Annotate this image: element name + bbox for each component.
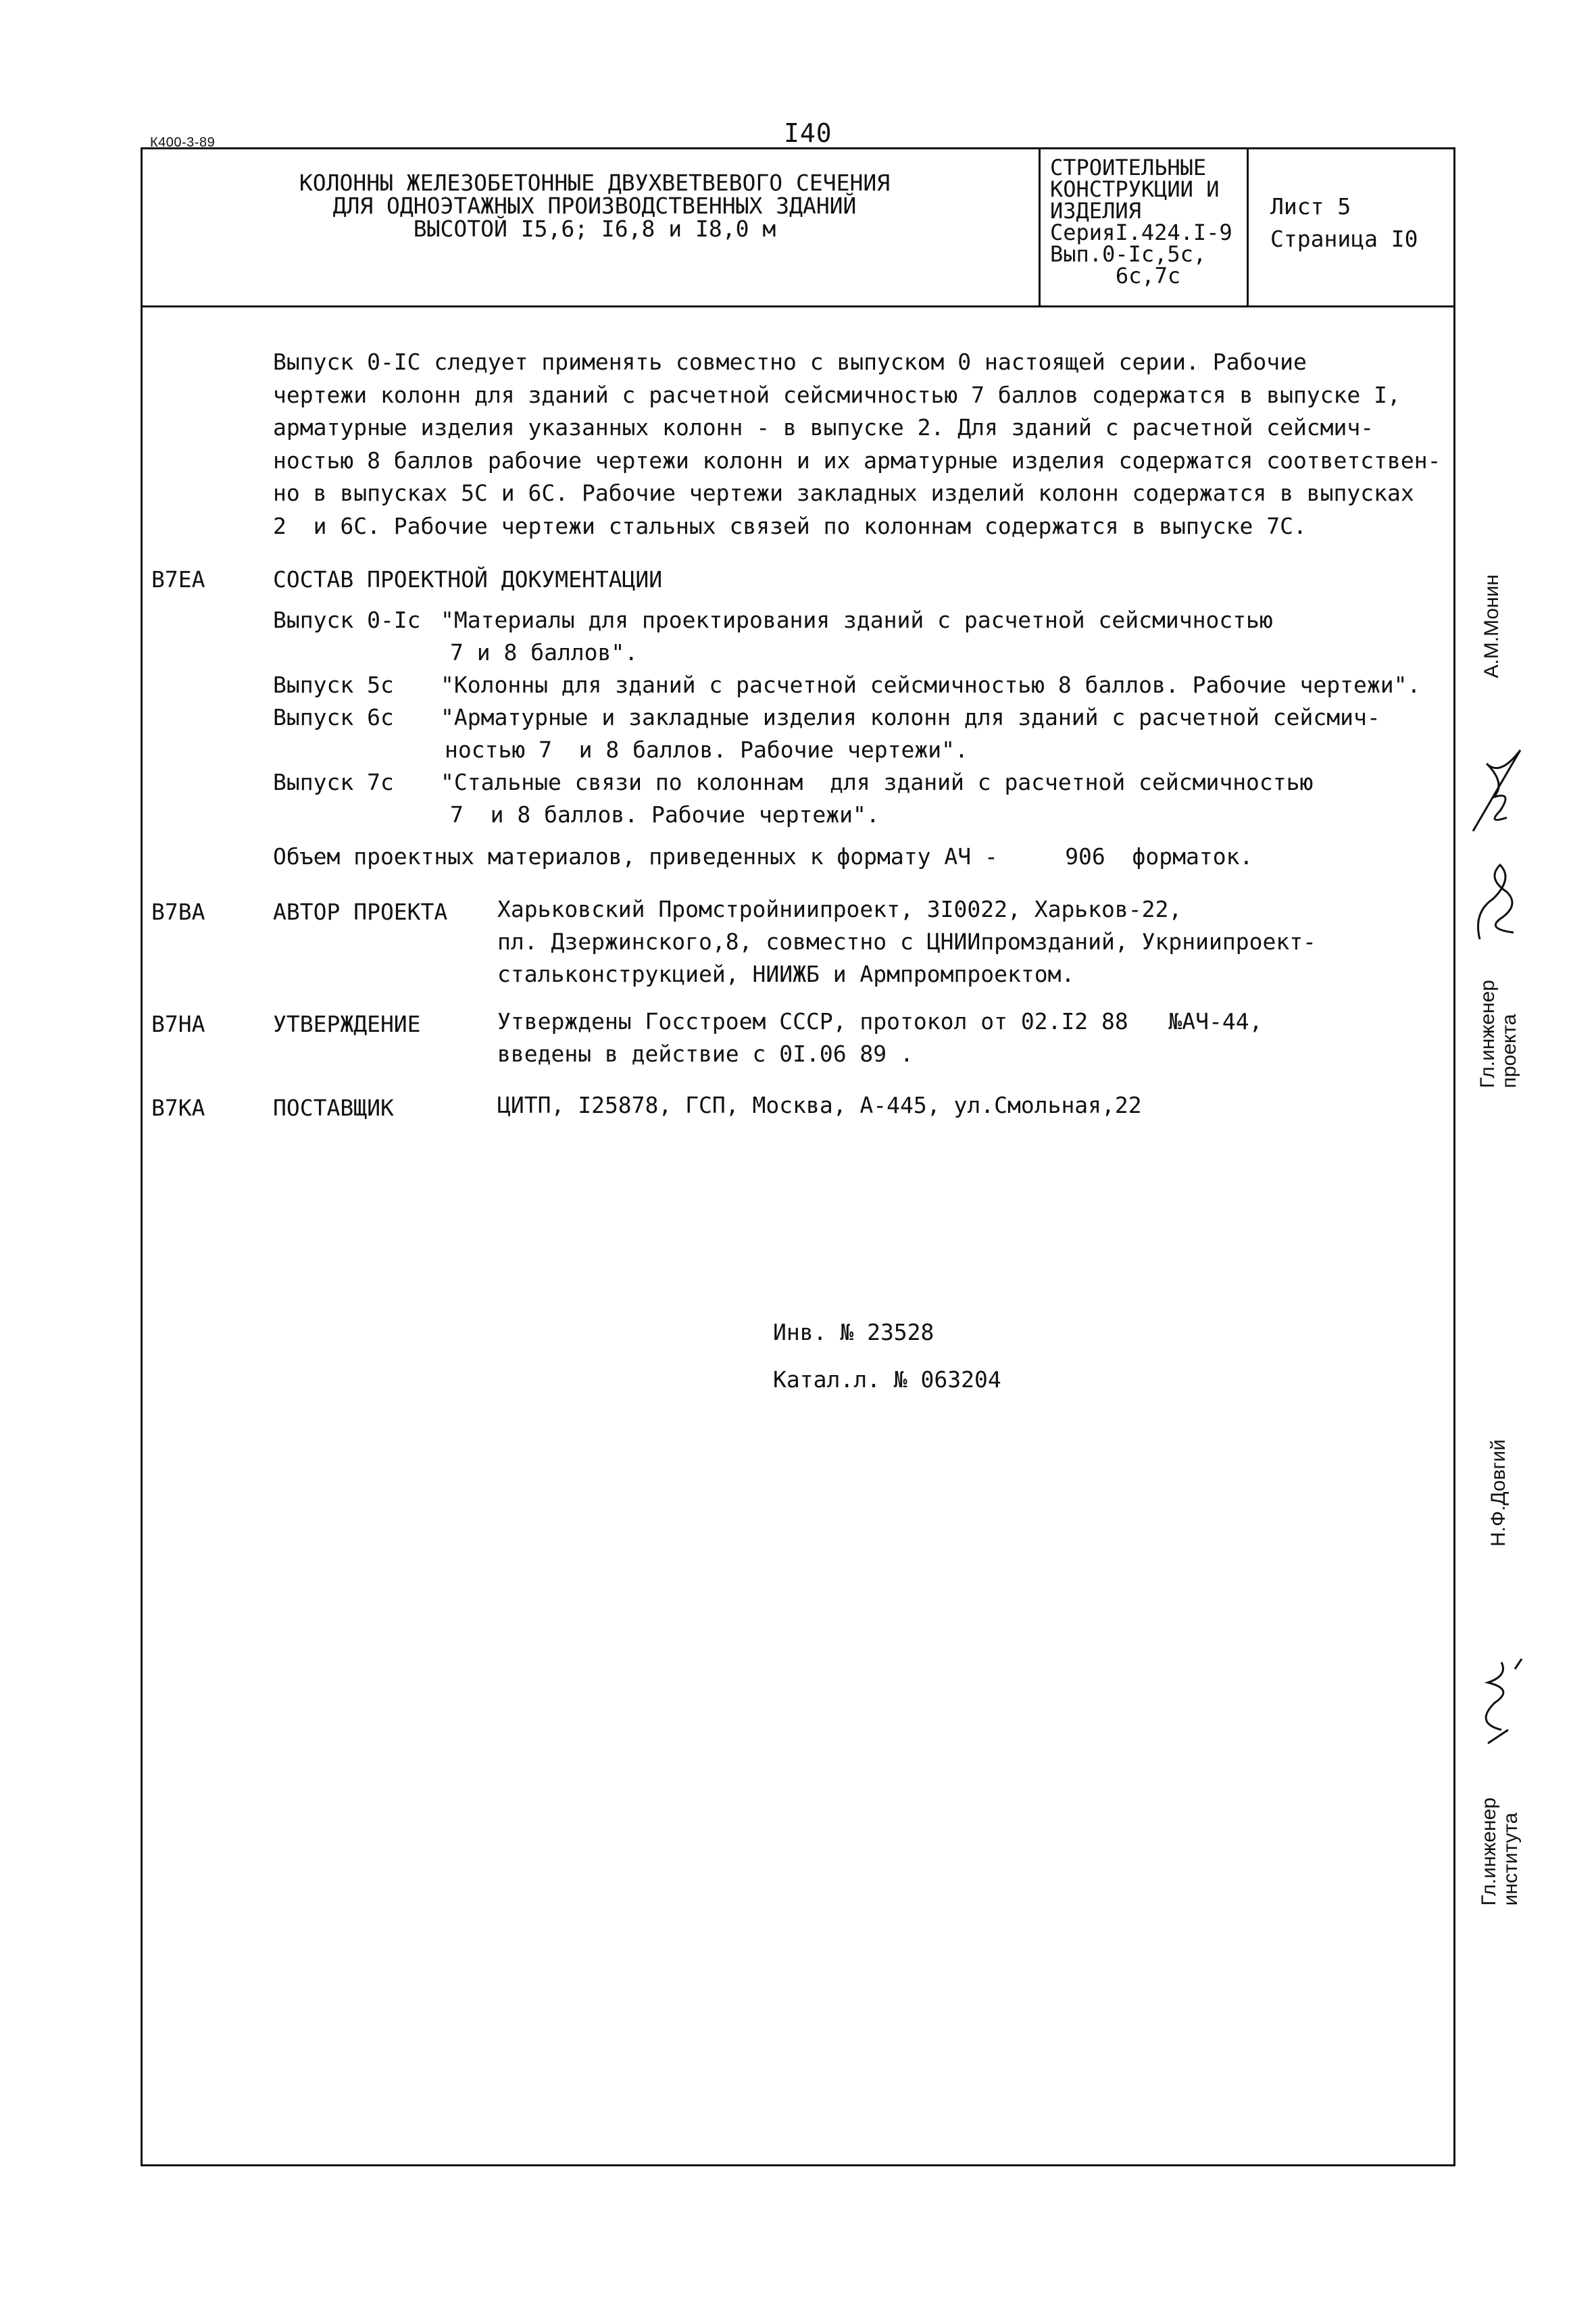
composition-line: "Колонны для зданий с расчетной сейсмичностью 8 баллов. Рабочие чертежи". [441, 672, 1421, 698]
title-divider-right [1247, 147, 1249, 307]
composition-line: 7 и 8 баллов. Рабочие чертежи". [450, 801, 880, 828]
chief-engineer-institute-name: Н.Ф.Довгий [1487, 1439, 1510, 1547]
composition-line: ностью 7 и 8 баллов. Рабочие чертежи". [445, 737, 968, 763]
composition-item-label: Выпуск 6с [273, 704, 394, 730]
approval-heading: УТВЕРЖДЕНИЕ [273, 1011, 421, 1037]
chief-engineer-institute-role [1478, 1797, 1522, 1906]
composition-line: 7 и 8 баллов". [450, 639, 639, 666]
chief-engineer-project-role [1477, 980, 1520, 1088]
intro-line: Выпуск 0-IC следует применять совместно с выпуском 0 настоящей серии. Рабочие [273, 349, 1307, 375]
series-line: КОНСТРУКЦИИ И [1050, 176, 1220, 202]
section-code-author: B7BA [151, 899, 205, 925]
section-code-supplier: B7KA [151, 1095, 205, 1121]
sheet-block [1270, 191, 1418, 255]
series-line: 6с,7с [1115, 263, 1181, 289]
composition-volume [273, 841, 1253, 873]
composition-item-text [441, 604, 1273, 669]
supplier-text: ЦИТП, I25878, ГСП, Москва, А-445, ул.Смольная,22 [497, 1092, 1142, 1118]
role-line: Гл.инженер [1478, 1797, 1500, 1906]
author-line: стальконструкцией, НИИЖБ и Армпромпроектом. [497, 961, 1075, 987]
document-code: К400-3-89 [150, 135, 216, 150]
page-number: I40 [784, 118, 832, 148]
composition-item-text [441, 766, 1313, 831]
role-line: института [1499, 1812, 1522, 1906]
composition-item-label: Выпуск 5с [273, 672, 394, 698]
intro-line: чертежи колонн для зданий с расчетной сейсмичностью 7 баллов содержатся в выпуске I, [273, 381, 1401, 408]
intro-line: ностью 8 баллов рабочие чертежи колонн и их арматурные изделия содержатся соответствен- [273, 447, 1441, 474]
author-line: пл. Дзержинского,8, совместно с ЦНИИпромзданий, Укрниипроект- [497, 928, 1316, 955]
composition-item-text [441, 701, 1380, 766]
intro-line: арматурные изделия указанных колонн - в выпуске 2. Для зданий с расчетной сейсмич- [273, 414, 1374, 441]
chief-engineer-project-name: А.М.Монин [1480, 574, 1503, 678]
title-line: КОЛОННЫ ЖЕЛЕЗОБЕТОННЫЕ ДВУХВЕТВЕВОГО СЕЧЕНИЯ [299, 170, 891, 196]
section-code-composition: B7EA [151, 566, 205, 593]
approval-text [497, 1005, 1262, 1070]
composition-line: "Стальные связи по колоннам для зданий с расчетной сейсмичностью [441, 769, 1314, 795]
role-line: проекта [1498, 1014, 1520, 1089]
page-label: Страница I0 [1270, 226, 1418, 252]
signature-monin [1460, 737, 1534, 838]
composition-item-label: Выпуск 7с [273, 769, 394, 795]
title-bottom-rule [141, 305, 1455, 307]
composition-item-label: Выпуск 0-Iс [273, 607, 421, 633]
intro-line: 2 и 6C. Рабочие чертежи стальных связей по колоннам содержатся в выпуске 7C. [273, 512, 1307, 539]
intro-paragraph [273, 346, 1441, 543]
composition-item-text [441, 669, 1420, 701]
document-title [162, 172, 1027, 241]
series-block [1050, 157, 1246, 287]
title-line: ВЫСОТОЙ I5,6; I6,8 и I8,0 м [413, 216, 776, 242]
inventory-number: Инв. № 23528 [773, 1319, 934, 1345]
composition-heading: СОСТАВ ПРОЕКТНОЙ ДОКУМЕНТАЦИИ [273, 566, 663, 593]
sheet-number: Лист 5 [1270, 193, 1351, 220]
title-line: ДЛЯ ОДНОЭТАЖНЫХ ПРОИЗВОДСТВЕННЫХ ЗДАНИЙ [332, 193, 857, 219]
series-line: ИЗДЕЛИЯ [1050, 198, 1141, 224]
author-line: Харьковский Промстройниипроект, 3I0022, Харьков-22, [497, 896, 1182, 922]
volume-line: Объем проектных материалов, приведенных к формату АЧ - 906 форматок. [273, 843, 1253, 870]
composition-line: "Материалы для проектирования зданий с расчетной сейсмичностью [441, 607, 1273, 633]
author-heading: АВТОР ПРОЕКТА [273, 899, 448, 925]
intro-line: но в выпусках 5C и 6C. Рабочие чертежи закладных изделий колонн содержатся в выпусках [273, 480, 1414, 506]
title-divider-left [1039, 147, 1041, 307]
composition-line: "Арматурные и закладные изделия колонн для зданий с расчетной сейсмич- [441, 704, 1380, 730]
catalog-number: Катал.л. № 063204 [773, 1366, 1001, 1393]
author-text [497, 893, 1316, 991]
approval-line: Утверждены Госстроем СССР, протокол от 02.I2 88 №АЧ-44, [497, 1008, 1263, 1035]
supplier-heading: ПОСТАВЩИК [273, 1095, 394, 1121]
signature-monin-2 [1460, 851, 1534, 946]
role-line: Гл.инженер [1476, 980, 1499, 1089]
approval-line: введены в действие с 0I.06 89 . [497, 1041, 914, 1067]
section-code-approval: B7HA [151, 1011, 205, 1037]
signature-dovgiy [1461, 1656, 1535, 1750]
series-line: Вып.0-Iс,5с, [1050, 241, 1207, 267]
series-line: СТРОИТЕЛЬНЫЕ [1050, 155, 1207, 180]
series-line: СерияI.424.I-9 [1050, 220, 1232, 245]
